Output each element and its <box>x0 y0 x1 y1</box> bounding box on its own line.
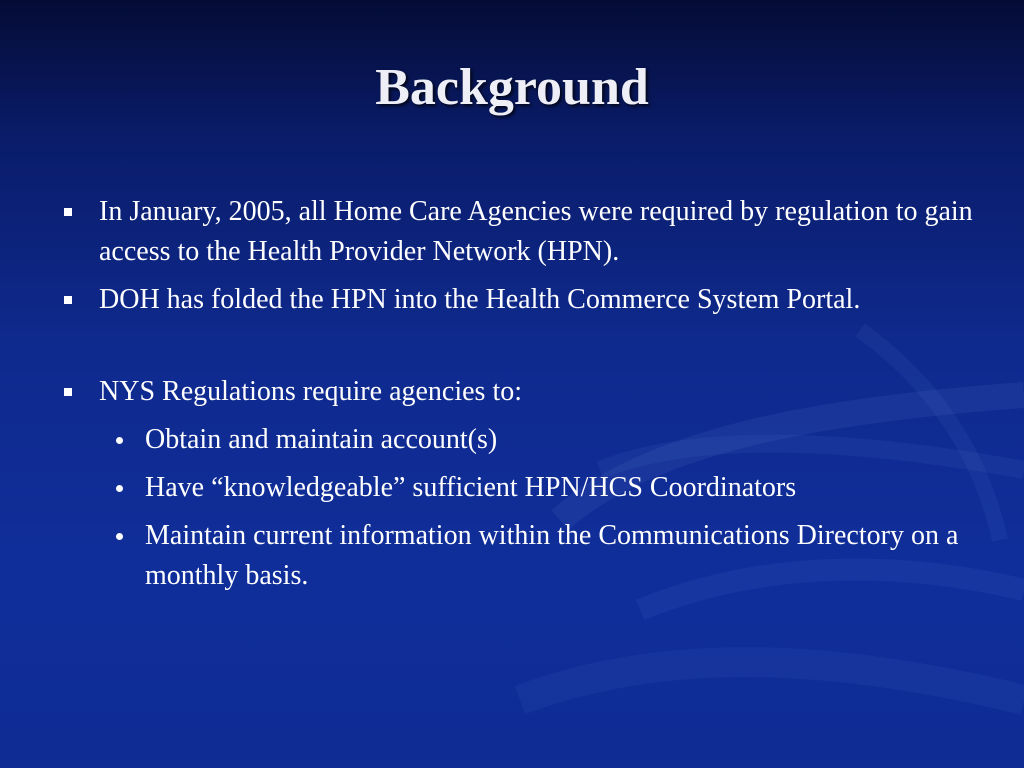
sub-bullet-text: Have “knowledgeable” sufficient HPN/HCS Coordinators <box>145 472 797 503</box>
dot-bullet-icon <box>116 485 123 492</box>
sub-bullet-text: Maintain current information within the Communications Directory on a monthly basis. <box>145 520 959 591</box>
bullet-text: NYS Regulations require agencies to: <box>99 376 523 407</box>
bullet-item <box>58 192 978 272</box>
square-bullet-icon <box>64 296 72 304</box>
slide-title: Background <box>375 59 649 116</box>
bullet-text: DOH has folded the HPN into the Health Commerce System Portal. <box>99 284 861 315</box>
bullet-text: In January, 2005, all Home Care Agencies were required by regulation to gain access to the Health Provider Network (HPN). <box>99 196 973 267</box>
square-bullet-icon <box>64 388 72 396</box>
bullet-item <box>58 280 978 320</box>
sub-bullet-item <box>58 468 978 508</box>
dot-bullet-icon <box>116 437 123 444</box>
spacer <box>58 328 978 372</box>
dot-bullet-icon <box>116 533 123 540</box>
square-bullet-icon <box>64 208 72 216</box>
bullet-list <box>58 192 978 604</box>
sub-bullet-item <box>58 516 978 596</box>
bullet-item <box>58 372 978 412</box>
sub-bullet-item <box>58 420 978 460</box>
sub-bullet-text: Obtain and maintain account(s) <box>145 424 498 455</box>
